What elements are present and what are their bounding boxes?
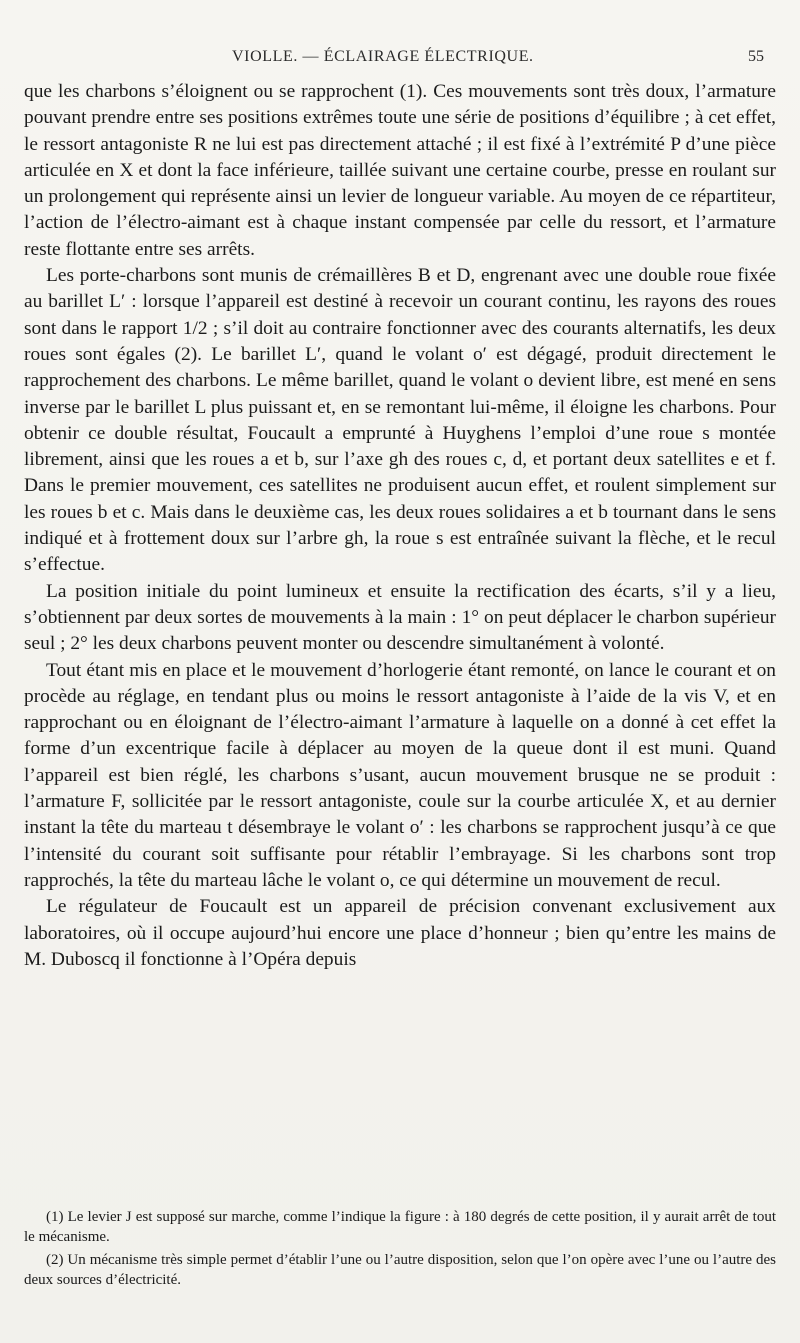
paragraph-2: Les porte-charbons sont munis de crémaillères B et D, engrenant avec une double roue fixée au barillet L′ : lorsque l’appareil est destiné à recevoir un courant continu, les rayons des roues sont dans le rapport 1/2 ; s’il doit au contraire fonctionner avec des courants alternatifs, les deux roues sont égales (2). Le barillet L′, quand le volant o′ est dégagé, produit directement le rapprochement des charbons. Le même barillet, quand le volant o devient libre, est mené en sens inverse par le barillet L plus puissant et, en se remontant lui-même, il éloigne les charbons. Pour obtenir ce double résultat, Foucault a emprunté à Huyghens l’emploi d’une roue s montée librement, ainsi que les roues a et b, sur l’axe gh des roues c, d, et portant deux satellites e et f. Dans le premier mouvement, ces satellites ne produisent aucun effet, et roulent simplement sur les roues b et c. Mais dans le deuxième cas, les deux roues solidaires a et b tournant dans le sens indiqué et à frottement doux sur l’arbre gh, la roue s est entraînée suivant la flèche, et le recul s’effectue. <box>24 265 776 576</box>
running-title: VIOLLE. — ÉCLAIRAGE ÉLECTRIQUE. <box>232 48 534 65</box>
page-number: 55 <box>748 48 764 65</box>
footnote-1: (1) Le levier J est supposé sur marche, comme l’indique la figure : à 180 degrés de cette position, il y aurait arrêt de tout le mécanisme. <box>24 1209 776 1245</box>
paragraph-4: Tout étant mis en place et le mouvement d’horlogerie étant remonté, on lance le courant et on procède au réglage, en tendant plus ou moins le ressort antagoniste à l’aide de la vis V, et en rapprochant ou en éloignant de l’électro-aimant l’armature à laquelle on a donné à cet effet la forme d’un excentrique facile à déplacer au moyen de la queue dont il est muni. Quand l’appareil est bien réglé, les charbons s’usant, aucun mouvement brusque ne se produit : l’armature F, sollicitée par le ressort antagoniste, coule sur la courbe articulée X, et au dernier instant la tête du marteau t désembraye le volant o′ : les charbons se rapprochent jusqu’à ce que l’intensité du courant soit suffisante pour rétablir l’embrayage. Si les charbons sont trop rapprochés, la tête du marteau lâche le volant o, ce qui détermine un mouvement de recul. <box>24 659 776 891</box>
paragraph-3: La position initiale du point lumineux et ensuite la rectification des écarts, s’il y a lieu, s’obtiennent par deux sortes de mouvements à la main : 1° on peut déplacer le charbon supérieur seul ; 2° les deux charbons peuvent monter ou descendre simultanément à volonté. <box>24 580 776 655</box>
paragraph-1: que les charbons s’éloignent ou se rapprochent (1). Ces mouvements sont très doux, l’armature pouvant prendre entre ses positions extrêmes toute une série de positions d’équilibre ; à cet effet, le ressort antagoniste R ne lui est pas directement attaché ; il est fixé à l’extrémité P d’une pièce articulée en X et dont la face inférieure, taillée suivant une certaine courbe, presse en roulant sur un prolongement qui représente ainsi un levier de longueur variable. Au moyen de ce répartiteur, l’action de l’électro-aimant est à chaque instant compensée par celle du ressort, et l’armature reste flottante entre ses arrêts. <box>24 81 776 260</box>
footnote-2: (2) Un mécanisme très simple permet d’établir l’une ou l’autre disposition, selon que l’on opère avec l’une ou l’autre des deux sources d’électricité. <box>24 1252 776 1288</box>
paragraph-5: Le régulateur de Foucault est un appareil de précision convenant exclusivement aux laboratoires, où il occupe aujourd’hui encore une place d’honneur ; bien qu’entre les mains de M. Duboscq il fonctionne à l’Opéra depuis <box>24 896 776 970</box>
body-text <box>24 79 776 973</box>
footnotes <box>24 1207 776 1293</box>
